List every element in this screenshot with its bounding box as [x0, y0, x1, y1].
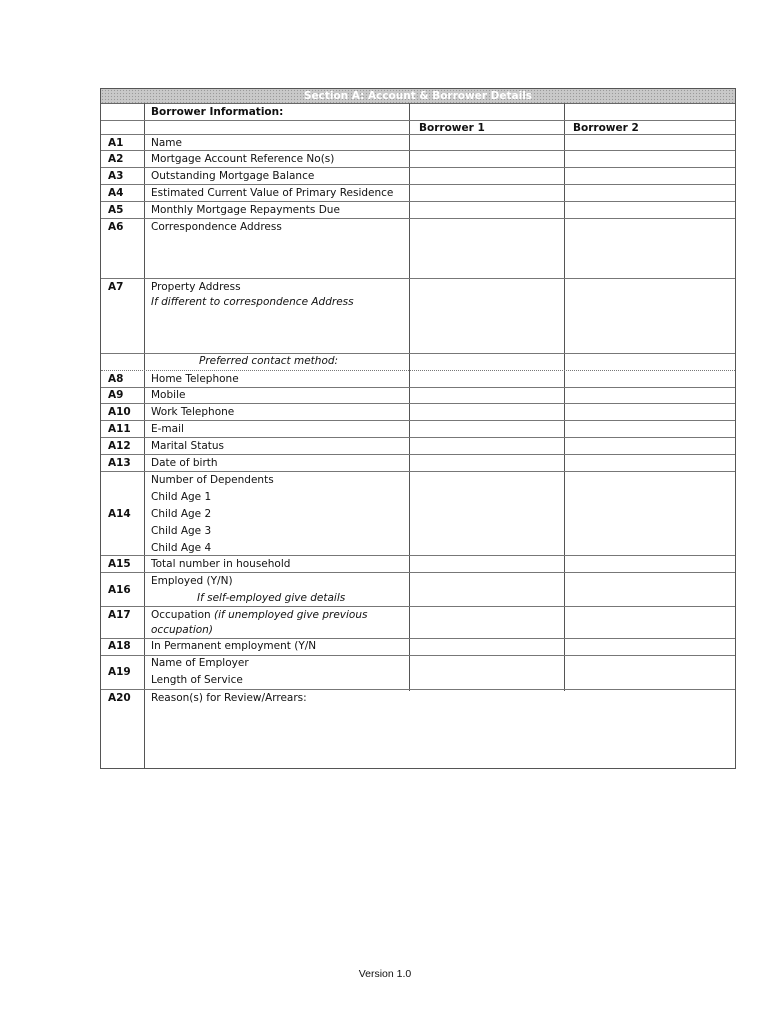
row-divider: [101, 403, 735, 404]
row-divider: [101, 420, 735, 421]
row-label-a12: Marital Status: [151, 440, 224, 452]
row-label-a17-text: Occupation: [151, 609, 211, 621]
row-code-a14: A14: [108, 508, 131, 520]
row-divider: [101, 689, 735, 690]
row-label-a14-dependents: Number of Dependents: [151, 474, 274, 486]
row-code-a3: A3: [108, 170, 124, 182]
row-divider: [101, 471, 735, 472]
row-divider: [101, 120, 735, 121]
row-label-a5: Monthly Mortgage Repayments Due: [151, 204, 340, 216]
row-label-a2: Mortgage Account Reference No(s): [151, 153, 335, 165]
borrower2-column-divider: [564, 103, 565, 691]
row-label-a18: In Permanent employment (Y/N: [151, 640, 317, 652]
row-label-a1: Name: [151, 137, 182, 149]
row-code-a5: A5: [108, 204, 124, 216]
borrower2-header: Borrower 2: [573, 122, 639, 134]
row-divider: [101, 606, 735, 607]
row-code-a8: A8: [108, 373, 124, 385]
row-label-a14-child4: Child Age 4: [151, 542, 212, 554]
row-code-a4: A4: [108, 187, 124, 199]
version-footer: Version 1.0: [358, 968, 412, 980]
row-divider: [101, 638, 735, 639]
row-code-a1: A1: [108, 137, 124, 149]
row-divider: [101, 134, 735, 135]
row-code-a15: A15: [108, 558, 131, 570]
row-code-a13: A13: [108, 457, 131, 469]
row-code-a16: A16: [108, 584, 131, 596]
row-label-a10: Work Telephone: [151, 406, 235, 418]
row-code-a17: A17: [108, 609, 131, 621]
row-divider: [101, 278, 735, 279]
row-label-a15: Total number in household: [151, 558, 291, 570]
row-divider: [101, 437, 735, 438]
row-divider: [101, 201, 735, 202]
row-note-a7: If different to correspondence Address: [151, 296, 354, 308]
row-label-a19-employer: Name of Employer: [151, 657, 249, 669]
row-divider: [101, 370, 735, 371]
row-label-a6: Correspondence Address: [151, 221, 282, 233]
row-divider: [101, 353, 735, 354]
row-divider: [101, 184, 735, 185]
code-column-divider: [144, 103, 145, 769]
borrower-info-label: Borrower Information:: [151, 106, 284, 118]
row-code-a11: A11: [108, 423, 131, 435]
row-label-a14-child3: Child Age 3: [151, 525, 212, 537]
row-label-a14-child1: Child Age 1: [151, 491, 212, 503]
row-code-a9: A9: [108, 389, 124, 401]
contact-method-heading: Preferred contact method:: [199, 355, 339, 367]
row-label-a16: Employed (Y/N): [151, 575, 233, 587]
row-label-a3: Outstanding Mortgage Balance: [151, 170, 315, 182]
row-note-a16: If self-employed give details: [197, 592, 346, 604]
row-label-a13: Date of birth: [151, 457, 218, 469]
row-code-a10: A10: [108, 406, 131, 418]
row-code-a12: A12: [108, 440, 131, 452]
row-divider: [101, 387, 735, 388]
row-note-a17-line2: occupation): [151, 624, 213, 636]
row-divider: [101, 555, 735, 556]
row-code-a2: A2: [108, 153, 124, 165]
row-label-a11: E-mail: [151, 423, 184, 435]
row-divider: [101, 655, 735, 656]
row-divider: [101, 150, 735, 151]
row-label-a14-child2: Child Age 2: [151, 508, 212, 520]
row-divider: [101, 454, 735, 455]
section-header: Section A: Account & Borrower Details: [101, 89, 735, 104]
row-label-a9: Mobile: [151, 389, 186, 401]
account-borrower-form: [100, 88, 736, 769]
row-code-a7: A7: [108, 281, 124, 293]
row-label-a19-service: Length of Service: [151, 674, 243, 686]
row-label-a20: Reason(s) for Review/Arrears:: [151, 692, 307, 704]
row-label-a17: [151, 609, 367, 622]
borrower1-column-divider: [409, 103, 410, 691]
row-code-a18: A18: [108, 640, 131, 652]
row-code-a20: A20: [108, 692, 131, 704]
row-divider: [101, 167, 735, 168]
row-label-a8: Home Telephone: [151, 373, 239, 385]
row-label-a4: Estimated Current Value of Primary Residence: [151, 187, 394, 199]
row-code-a6: A6: [108, 221, 124, 233]
row-label-a7: Property Address: [151, 281, 241, 293]
row-code-a19: A19: [108, 666, 131, 678]
borrower1-header: Borrower 1: [419, 122, 485, 134]
row-note-a17: (if unemployed give previous: [214, 609, 368, 621]
row-divider: [101, 572, 735, 573]
row-divider: [101, 218, 735, 219]
